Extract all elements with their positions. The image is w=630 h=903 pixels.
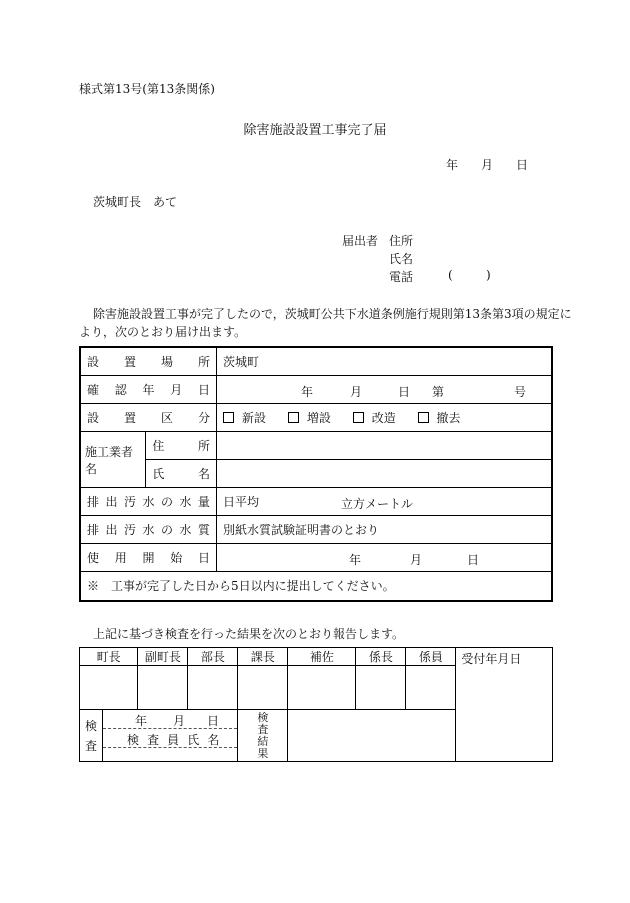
option-remove[interactable]: 撤去 — [418, 411, 461, 425]
seal-staff[interactable] — [406, 666, 456, 710]
contractor-name-value[interactable] — [217, 460, 553, 488]
checkbox-icon[interactable] — [418, 412, 429, 423]
seal-section-chief[interactable] — [238, 666, 288, 710]
contractor-address-value[interactable] — [217, 432, 553, 460]
form-number: 様式第13号(第13条関係) — [79, 82, 215, 96]
phone-paren-open: ( — [448, 268, 453, 282]
notification-table — [79, 346, 553, 602]
type-label: 設 置 区 分 — [80, 404, 217, 432]
checkbox-icon[interactable] — [223, 412, 234, 423]
header-mayor: 町長 — [80, 648, 138, 666]
quality-value[interactable]: 別紙水質試験証明書のとおり — [217, 516, 553, 544]
inspection-result-label: 検 査 結 果 — [238, 710, 288, 762]
checkbox-icon[interactable] — [288, 412, 299, 423]
inspector-name-label: 検 査 員 氏 名 — [103, 729, 237, 748]
header-section-chief: 課長 — [238, 648, 288, 666]
header-subsection-chief: 係長 — [356, 648, 406, 666]
received-date[interactable]: 受付年月日 — [456, 648, 553, 762]
intro-line-2: より，次のとおり届け出ます。 — [79, 325, 247, 339]
seal-assistant[interactable] — [288, 666, 356, 710]
inspection-label: 検 査 — [80, 710, 103, 762]
seal-mayor[interactable] — [80, 666, 138, 710]
option-modify[interactable]: 改造 — [353, 411, 396, 425]
location-label: 設 置 場 所 — [80, 347, 217, 376]
contractor-address-label: 住 所 — [146, 432, 217, 460]
header-assistant: 補佐 — [288, 648, 356, 666]
header-deputy-mayor: 副町長 — [138, 648, 188, 666]
inspection-table — [79, 647, 553, 762]
note: ※ 工事が完了した日から5日以内に提出してください。 — [80, 572, 552, 601]
volume-label: 排 出 汚 水 の 水 量 — [80, 488, 217, 516]
date-year: 年 — [446, 158, 459, 172]
inspection-detail[interactable]: 年 月 日 検 査 員 氏 名 — [103, 710, 238, 762]
contractor-name-label: 氏 名 — [146, 460, 217, 488]
volume-value[interactable]: 日平均 立方メートル — [217, 488, 553, 516]
applicant-phone-label: 電話 — [389, 270, 414, 284]
addressee: 茨城町長 あて — [93, 195, 178, 209]
seal-director[interactable] — [188, 666, 238, 710]
seal-deputy-mayor[interactable] — [138, 666, 188, 710]
applicant-label: 届出者 — [342, 234, 379, 248]
report-line: 上記に基づき検査を行った結果を次のとおり報告します。 — [93, 627, 405, 641]
location-value[interactable]: 茨城町 — [217, 347, 553, 376]
contractor-label: 施工業者名 — [80, 432, 146, 488]
date-day: 日 — [516, 158, 529, 172]
checkbox-icon[interactable] — [353, 412, 364, 423]
seal-subsection-chief[interactable] — [356, 666, 406, 710]
inspection-result-value[interactable] — [288, 710, 456, 762]
type-options — [217, 404, 553, 432]
header-staff: 係員 — [406, 648, 456, 666]
page-title: 除害施設設置工事完了届 — [243, 123, 387, 138]
option-new[interactable]: 新設 — [223, 411, 266, 425]
applicant-name-label: 氏名 — [389, 252, 414, 266]
header-director: 部長 — [188, 648, 238, 666]
applicant-address-label: 住所 — [389, 234, 414, 248]
start-date-label: 使 用 開 始 日 — [80, 544, 217, 572]
option-expand[interactable]: 増設 — [288, 411, 331, 425]
confirm-date-value[interactable]: 年 月 日 第 号 — [217, 376, 553, 404]
confirm-date-label: 確 認 年 月 日 — [80, 376, 217, 404]
phone-paren-close: ) — [486, 268, 491, 282]
quality-label: 排 出 汚 水 の 水 質 — [80, 516, 217, 544]
intro-line-1: 除害施設設置工事が完了したので，茨城町公共下水道条例施行規則第13条第3項の規定に — [93, 307, 572, 321]
start-date-value[interactable]: 年 月 日 — [217, 544, 553, 572]
date-month: 月 — [481, 158, 494, 172]
